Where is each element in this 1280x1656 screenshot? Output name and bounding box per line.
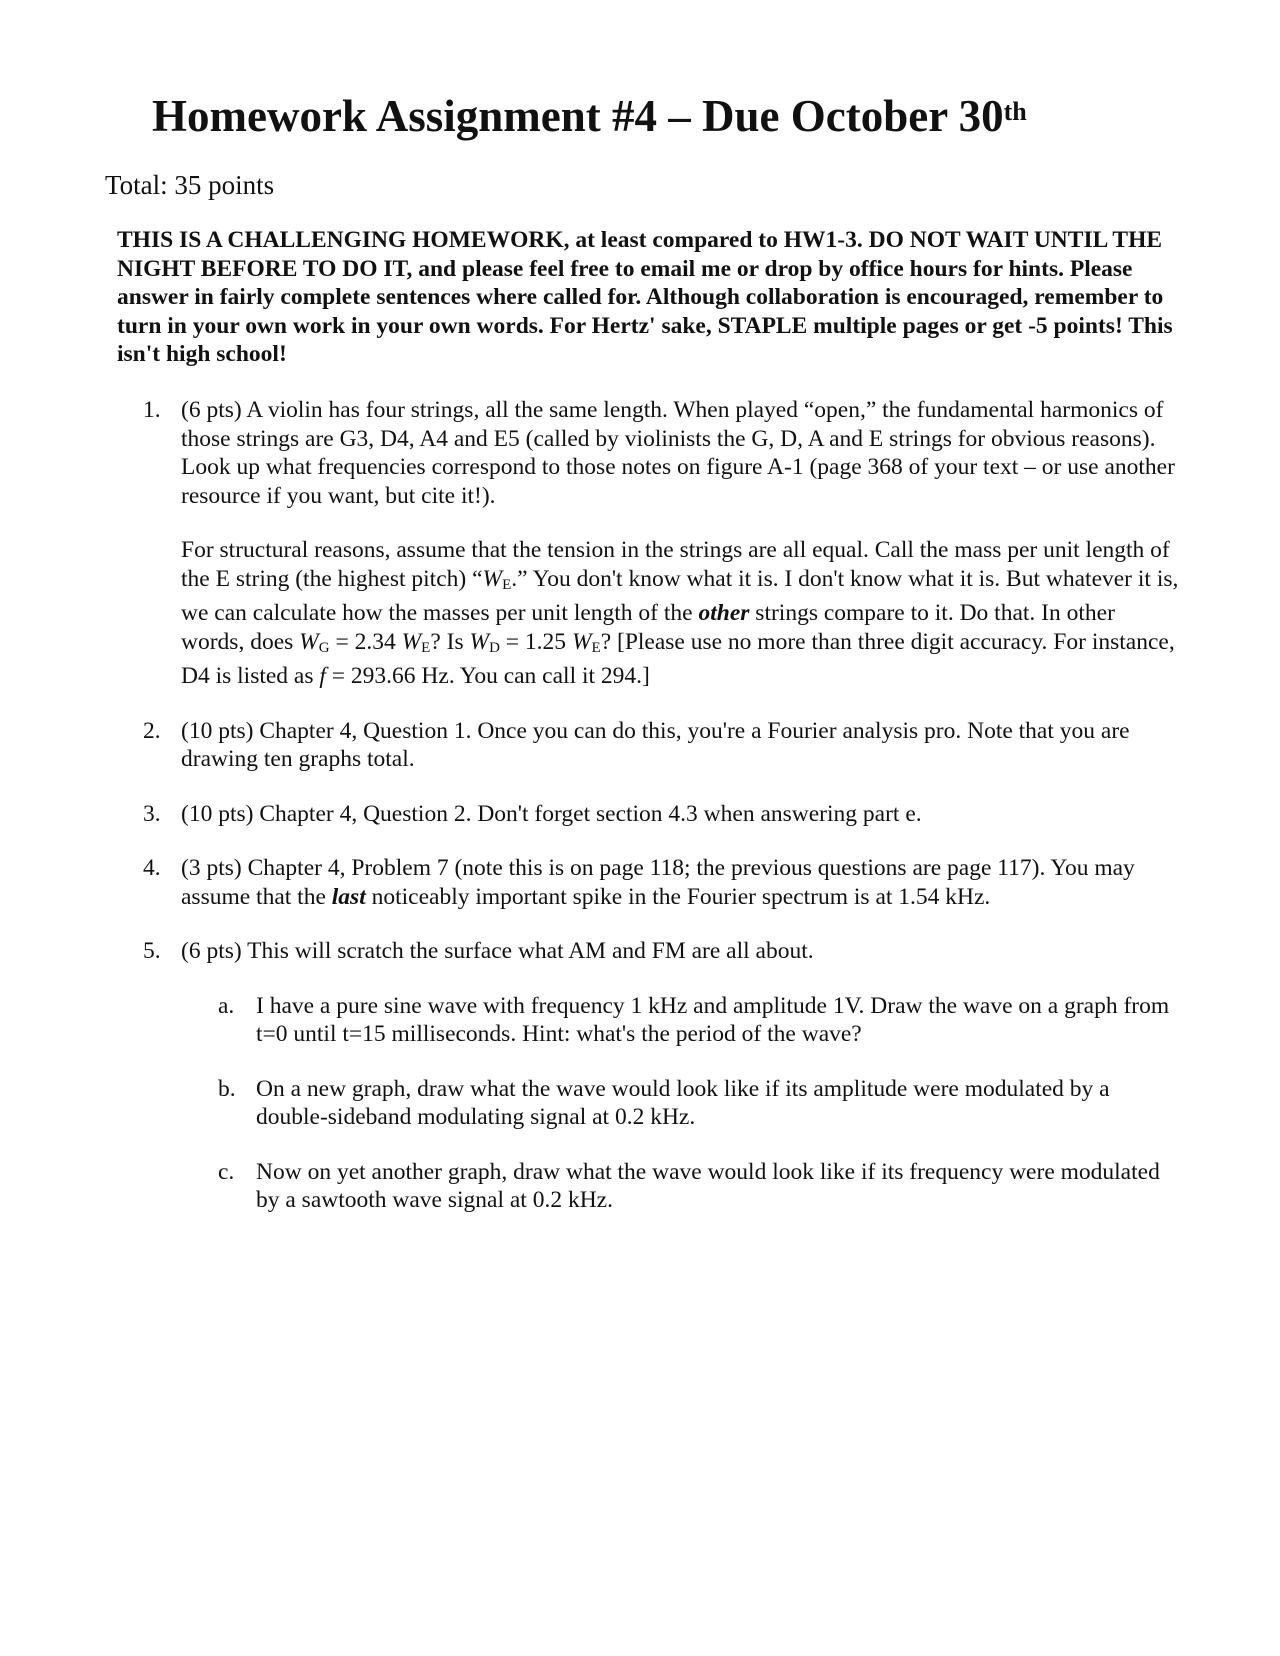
subscript-g: G [318, 639, 330, 656]
variable-w: W [571, 628, 592, 655]
page-title [152, 86, 1027, 146]
text-run: noticeably important spike in the Fourier spectrum is at 1.54 kHz. [365, 883, 991, 910]
subpart-letter: a. [218, 992, 235, 1019]
subpart-text: I have a pure sine wave with frequency 1 kHz and amplitude 1V. Draw the wave on a graph from t=0 until t=15 milliseconds. Hint: what's the period of the wave? [256, 992, 1170, 1047]
question-4 [143, 854, 1183, 911]
question-3 [143, 800, 1183, 829]
question-number: 3. [143, 800, 161, 827]
total-points: Total: 35 points [105, 170, 275, 200]
variable-w: W [299, 628, 319, 655]
warning-paragraph: THIS IS A CHALLENGING HOMEWORK, at least compared to HW1-3. DO NOT WAIT UNTIL THE NIGHT BEFORE TO DO IT, and please feel free to email me or drop by office hours for hints. Please answer in fairly complete sentences where called for. Although collaboration is encouraged, remember to turn in your own work in your own words. For Hertz' sake, STAPLE multiple pages or get -5 points! This isn't high school! [117, 227, 1173, 367]
text-run: = 293.66 Hz. You can call it 294.] [325, 663, 650, 689]
subscript-e: E [502, 576, 512, 593]
text-run: ? Is [430, 628, 470, 655]
question-list [143, 396, 1183, 1241]
subpart-c [181, 1158, 1183, 1215]
question-5-text: (6 pts) This will scratch the surface what AM and FM are all about. [181, 938, 814, 964]
question-3-text: (10 pts) Chapter 4, Question 2. Don't forget section 4.3 when answering part e. [181, 800, 922, 827]
text-run: ? [Please use no more than three digit accuracy. For instance, D4 is listed as [181, 628, 1175, 689]
subpart-letter: b. [218, 1075, 236, 1102]
text-run: = 2.34 [329, 628, 402, 655]
question-number: 2. [143, 717, 161, 744]
text-run: For structural reasons, assume that the tension in the strings are all equal. Call the mass per unit length of the E string (the highest pitch) “ [181, 537, 1170, 592]
variable-w: W [469, 628, 490, 655]
subscript-d: D [489, 639, 500, 656]
subpart-text: Now on yet another graph, draw what the wave would look like if its frequency were modulated by a sawtooth wave signal at 0.2 kHz. [256, 1158, 1160, 1213]
question-1-paragraph-2 [181, 536, 1183, 691]
question-2-text: (10 pts) Chapter 4, Question 1. Once you can do this, you're a Fourier analysis pro. Note that you are drawing ten graphs total. [181, 717, 1130, 772]
question-5 [143, 937, 1183, 1215]
subpart-a [181, 992, 1183, 1049]
subpart-letter: c. [218, 1158, 235, 1185]
question-1-paragraph-1: (6 pts) A violin has four strings, all the same length. When played “open,” the fundamental harmonics of those strings are G3, D4, A4 and E5 (called by violinists the G, D, A and E strings for obvious reasons). Look up what frequencies correspond to those notes on figure A-1 (page 368 of your text – or use another resource if you want, but cite it!). [181, 397, 1175, 509]
question-number: 1. [143, 397, 161, 423]
emphasis-other: other [698, 600, 750, 626]
title-superscript: th [1003, 97, 1027, 126]
question-5-subparts [181, 992, 1183, 1215]
variable-w: W [401, 628, 422, 655]
subscript-e: E [421, 639, 431, 656]
text-run: strings compare to it. Do that. In other words, does [181, 600, 1115, 655]
text-run: = 1.25 [499, 628, 572, 655]
variable-f: f [319, 663, 326, 689]
question-number: 4. [143, 855, 161, 881]
emphasis-last: last [331, 883, 366, 910]
text-run: (3 pts) Chapter 4, Problem 7 (note this is on page 118; the previous questions are page 117). You may assume that the [181, 855, 1135, 910]
question-4-text [181, 854, 1183, 911]
subpart-text: On a new graph, draw what the wave would look like if its amplitude were modulated by a double-sideband modulating signal at 0.2 kHz. [256, 1075, 1110, 1130]
title-text: Homework Assignment #4 – Due October 30 [152, 91, 1004, 141]
text-run: .” You don't know what it is. I don't know what it is. But whatever it is, we can calculate how the masses per unit length of the [181, 565, 1179, 626]
variable-w: W [482, 565, 503, 592]
question-number: 5. [143, 938, 161, 964]
question-2 [143, 717, 1183, 774]
subpart-b [181, 1075, 1183, 1132]
question-1 [143, 396, 1183, 691]
subscript-e: E [591, 639, 601, 656]
